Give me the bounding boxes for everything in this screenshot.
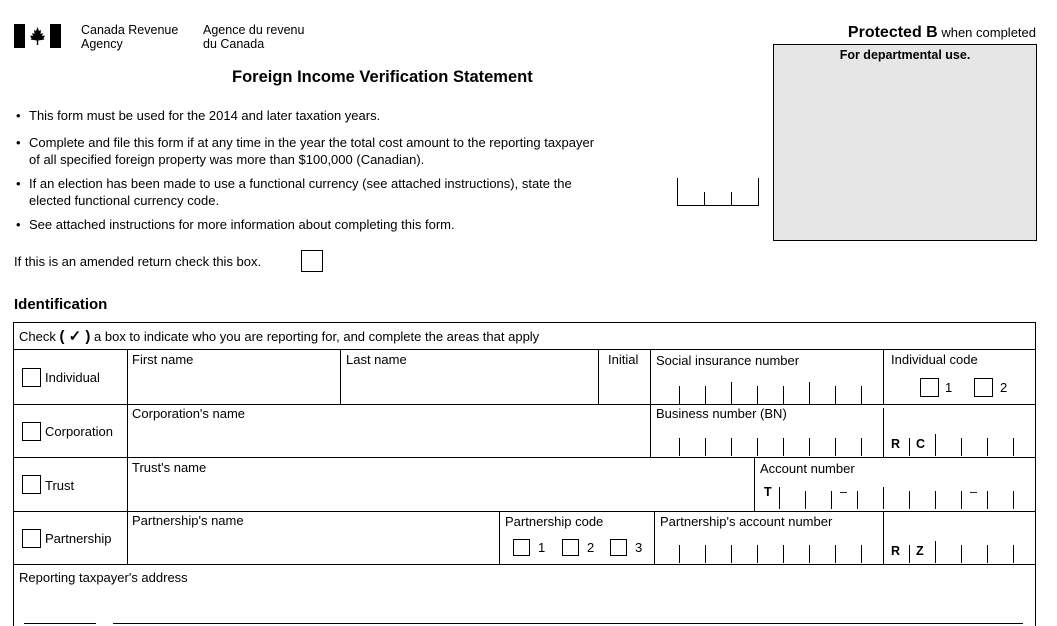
business-number-label: Business number (BN) <box>656 406 787 421</box>
trust-label: Trust <box>45 478 75 493</box>
partnership-code-1-checkbox[interactable] <box>513 539 530 556</box>
bn-prefix-r: R <box>891 437 901 451</box>
trust-checkbox[interactable] <box>22 475 41 494</box>
partnership-name-input[interactable] <box>128 527 499 563</box>
partnership-label: Partnership <box>45 531 112 546</box>
trust-account-input[interactable] <box>755 475 1036 511</box>
partnership-prefix-z: Z <box>916 544 924 558</box>
individual-code-1-label: 1 <box>945 380 953 395</box>
corporation-checkbox[interactable] <box>22 422 41 441</box>
identification-heading: Identification <box>14 296 108 313</box>
departmental-use-box <box>773 44 1037 241</box>
agency-en-line2: Agency <box>81 37 123 51</box>
instruction-checkmark: ( ✓ ) <box>59 328 91 345</box>
instruction-text: a box to indicate who you are reporting for, and complete the areas that apply <box>94 329 540 344</box>
amended-return-label: If this is an amended return check this box. <box>14 254 262 269</box>
bullet-text: If an election has been made to use a functional currency (see attached instructions), state the <box>29 176 572 191</box>
individual-code-label: Individual code <box>891 352 978 367</box>
agency-fr-line1: Agence du revenu <box>203 23 305 37</box>
business-number-input[interactable] <box>651 420 1036 457</box>
first-name-label: First name <box>132 352 194 367</box>
amended-return-checkbox[interactable] <box>301 250 323 272</box>
corporation-name-label: Corporation's name <box>132 406 246 421</box>
bullet-text: of all specified foreign property was more than $100,000 (Canadian). <box>29 152 425 167</box>
identification-table <box>13 322 1036 626</box>
bullet-text: elected functional currency code. <box>29 193 220 208</box>
partnership-code-2-checkbox[interactable] <box>562 539 579 556</box>
bullet-text: See attached instructions for more information about completing this form. <box>29 217 455 232</box>
partnership-code-label: Partnership code <box>505 514 604 529</box>
address-input[interactable] <box>24 587 1024 624</box>
partnership-prefix-r: R <box>891 544 901 558</box>
departmental-use-label: For departmental use. <box>839 48 971 62</box>
agency-en-line1: Canada Revenue <box>81 23 179 37</box>
partnership-checkbox[interactable] <box>22 529 41 548</box>
partnership-code-3-checkbox[interactable] <box>610 539 627 556</box>
trust-dash: – <box>840 485 847 499</box>
trust-prefix-t: T <box>764 485 772 499</box>
agency-name-fr <box>203 23 304 51</box>
partnership-code-2-label: 2 <box>587 540 595 555</box>
bn-prefix-c: C <box>916 437 926 451</box>
partnership-code-1-label: 1 <box>538 540 546 555</box>
partnership-account-label: Partnership's account number <box>660 514 833 529</box>
last-name-label: Last name <box>346 352 407 367</box>
agency-name-en <box>81 23 178 51</box>
partnership-account-input[interactable] <box>655 528 1036 564</box>
trust-name-label: Trust's name <box>132 460 207 475</box>
protected-label <box>848 24 1036 42</box>
initial-input[interactable] <box>599 366 650 403</box>
individual-code-2-label: 2 <box>1000 380 1008 395</box>
corporation-label: Corporation <box>45 424 113 439</box>
partnership-name-label: Partnership's name <box>132 513 244 528</box>
canada-flag-icon <box>14 24 61 48</box>
identification-instruction <box>19 327 539 345</box>
first-name-input[interactable] <box>128 366 340 403</box>
last-name-input[interactable] <box>341 366 598 403</box>
sin-input[interactable] <box>651 367 883 404</box>
bullet-text: Complete and file this form if at any time in the year the total cost amount to the reporting taxpayer <box>29 135 595 150</box>
individual-checkbox[interactable] <box>22 368 41 387</box>
bullet-text: This form must be used for the 2014 and later taxation years. <box>29 108 381 123</box>
address-label: Reporting taxpayer's address <box>19 570 188 585</box>
agency-fr-line2: du Canada <box>203 37 265 51</box>
functional-currency-code-field[interactable] <box>677 178 759 206</box>
trust-account-label: Account number <box>760 461 855 476</box>
form-title: Foreign Income Verification Statement <box>232 68 533 86</box>
sin-label: Social insurance number <box>656 353 800 368</box>
individual-code-1-checkbox[interactable] <box>920 378 939 397</box>
trust-name-input[interactable] <box>128 474 754 510</box>
corporation-name-input[interactable] <box>128 420 649 456</box>
protected-b: Protected B <box>847 24 938 41</box>
trust-dash: – <box>970 485 977 499</box>
individual-code-2-checkbox[interactable] <box>974 378 993 397</box>
initial-label: Initial <box>608 352 639 367</box>
instruction-check: Check <box>19 329 56 344</box>
individual-label: Individual <box>45 370 100 385</box>
partnership-code-3-label: 3 <box>635 540 643 555</box>
protected-when: when completed <box>937 25 1036 40</box>
